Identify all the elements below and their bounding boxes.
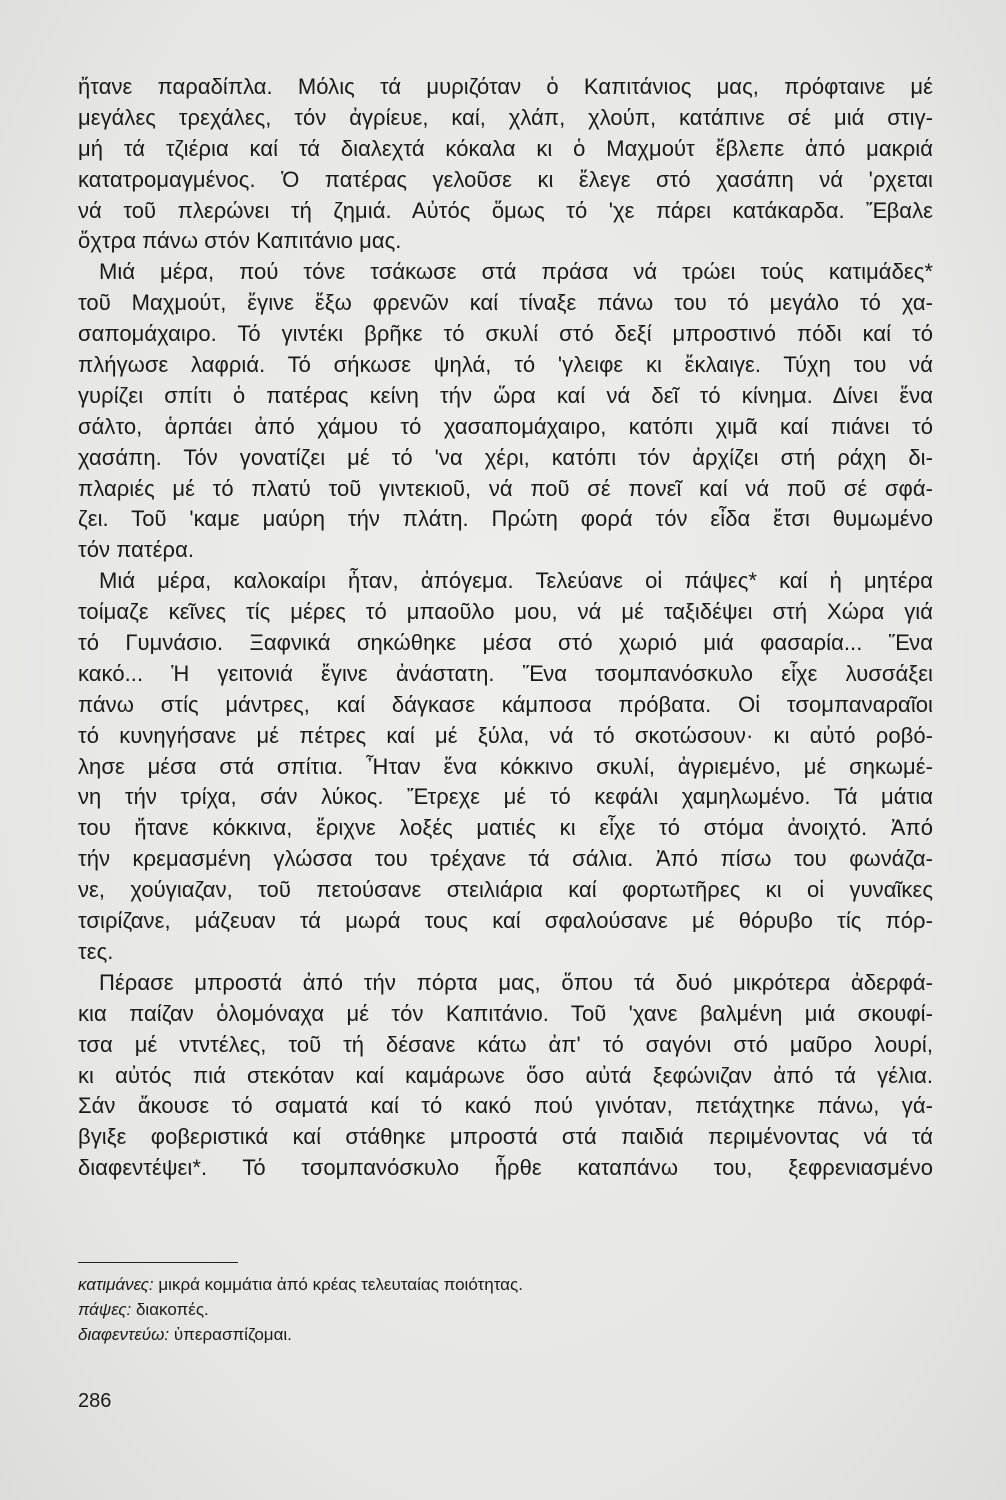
footnote-definition: μικρά κομμάτια ἀπό κρέας τελευταίας ποιότητας.: [158, 1275, 523, 1294]
footnote: [78, 1272, 778, 1297]
footnotes: [78, 1272, 778, 1347]
text-line: τόν πατέρα.: [78, 537, 195, 563]
text-line: τό Γυμνάσιο. Ξαφνικά σηκώθηκε μέσα στό χωριό μιά φασαρία... Ἕνα: [78, 630, 933, 656]
text-line: βγιξε φοβεριστικά καί στάθηκε μπροστά στά παιδιά περιμένοντας νά τά: [78, 1124, 933, 1150]
text-line: νά τοῦ πλερώνει τή ζημιά. Αὐτός ὅμως τό 'χε πάρει κατάκαρδα. Ἔβαλε: [78, 197, 933, 223]
text-line: κι αὐτός πιά στεκόταν καί καμάρωνε ὅσο αὐτά ξεφώνιζαν ἀπό τά γέλια.: [78, 1062, 933, 1088]
text-line: τοίμαζε κεῖνες τίς μέρες τό μπαοῦλο μου, νά μέ ταξιδέψει στή Χώρα γιά: [78, 599, 933, 625]
text-line: πάνω στίς μάντρες, καί δάγκασε κάμποσα πρόβατα. Οἱ τσομπαναραῖοι: [78, 691, 933, 717]
text-line: τό κυνηγήσανε μέ πέτρες καί μέ ξύλα, νά τό σκοτώσουν· κι αὐτό ροβό-: [78, 722, 933, 748]
text-line: διαφεντέψει*. Τό τσομπανόσκυλο ἦρθε καταπάνω του, ξεφρενιασμένο: [78, 1155, 933, 1181]
text-line: τοῦ Μαχμούτ, ἔγινε ἔξω φρενῶν καί τίναξε πάνω του τό μεγάλο τό χα-: [78, 290, 933, 316]
text-line: πλαριές μέ τό πλατύ τοῦ γιντεκιοῦ, νά ποῦ σέ πονεῖ καί νά ποῦ σέ σφά-: [78, 475, 933, 501]
footnote-definition: ὑπερασπίζομαι.: [173, 1325, 292, 1344]
text-line: σάλτο, ἁρπάει ἀπό χάμου τό χασαπομάχαιρο, κατόπι χιμᾶ καί πιάνει τό: [78, 413, 933, 439]
text-line: κακό... Ἡ γειτονιά ἔγινε ἀνάστατη. Ἕνα τσομπανόσκυλο εἶχε λυσσάξει: [78, 660, 933, 686]
text-line: Μιά μέρα, πού τόνε τσάκωσε στά πράσα νά τρώει τούς κατιμάδες*: [99, 259, 933, 285]
text-line: λησε μέσα στά σπίτια. Ἦταν ἕνα κόκκινο σκυλί, ἀγριεμένο, μέ σηκωμέ-: [78, 753, 933, 779]
footnote-term: κατιμάνες:: [78, 1275, 154, 1294]
text-line: κατατρομαγμένος. Ὁ πατέρας γελοῦσε κι ἔλεγε στό χασάπη νά 'ρχεται: [78, 166, 933, 192]
text-line: μή τά τζιέρια καί τά διαλεχτά κόκαλα κι ὁ Μαχμούτ ἔβλεπε ἀπό μακριά: [78, 135, 933, 161]
text-line: μεγάλες τρεχάλες, τόν ἀγρίευε, καί, χλάπ, χλούπ, κατάπινε σέ μιά στιγ-: [78, 104, 933, 130]
footnote-definition: διακοπές.: [135, 1300, 209, 1319]
footnote-separator: [78, 1262, 238, 1263]
text-line: Σάν ἄκουσε τό σαματά καί τό κακό πού γινόταν, πετάχτηκε πάνω, γά-: [78, 1093, 933, 1119]
text-line: κια παίζαν ὁλομόναχα μέ τόν Καπιτάνιο. Τοῦ 'χανε βαλμένη μιά σκουφί-: [78, 1000, 933, 1026]
text-line: του ἤτανε κόκκινα, ἔριχνε λοξές ματιές κι εἶχε τό στόμα ἀνοιχτό. Ἀπό: [78, 815, 933, 841]
text-line: ὄχτρα πάνω στόν Καπιτάνιο μας.: [78, 228, 402, 254]
text-line: Μιά μέρα, καλοκαίρι ἦταν, ἀπόγεμα. Τελεύανε οἱ πάψες* καί ἡ μητέρα: [99, 568, 933, 594]
text-line: τσα μέ ντντέλες, τοῦ τή δέσανε κάτω ἀπ' τό σαγόνι στό μαῦρο λουρί,: [78, 1031, 933, 1057]
footnote-term: διαφεντεύω:: [78, 1325, 170, 1344]
text-line: τσιρίζανε, μάζευαν τά μωρά τους καί σφαλούσανε μέ θόρυβο τίς πόρ-: [78, 908, 933, 934]
text-line: γυρίζει σπίτι ὁ πατέρας κείνη τήν ὥρα καί νά δεῖ τό κίνημα. Δίνει ἕνα: [78, 382, 933, 408]
text-line: πλήγωσε λαφριά. Τό σήκωσε ψηλά, τό 'γλειφε κι ἔκλαιγε. Τύχη του νά: [78, 352, 933, 378]
text-line: τες.: [78, 938, 114, 964]
footnote: [78, 1297, 778, 1322]
text-line: χασάπη. Τόν γονατίζει μέ τό 'να χέρι, κατόπι τόν ἀρχίζει στή ράχη δι-: [78, 444, 933, 470]
text-line: ζει. Τοῦ 'καμε μαύρη τήν πλάτη. Πρώτη φορά τόν εἶδα ἔτσι θυμωμένο: [78, 506, 933, 532]
footnote-term: πάψες:: [78, 1300, 132, 1319]
text-line: σαπομάχαιρο. Τό γιντέκι βρῆκε τό σκυλί στό δεξί μπροστινό πόδι καί τό: [78, 321, 933, 347]
text-line: Πέρασε μπροστά ἀπό τήν πόρτα μας, ὅπου τά δυό μικρότερα ἀδερφά-: [99, 969, 933, 995]
page-number: 286: [78, 1390, 112, 1412]
body-text: [78, 72, 933, 1184]
text-line: τήν κρεμασμένη γλώσσα του τρέχανε τά σάλια. Ἀπό πίσω του φωνάζα-: [78, 846, 933, 872]
text-line: νε, χούγιαζαν, τοῦ πετούσανε στειλιάρια καί φορτωτῆρες κι οἱ γυναῖκες: [78, 877, 933, 903]
text-line: νη τήν τρίχα, σάν λύκος. Ἔτρεχε μέ τό κεφάλι χαμηλωμένο. Τά μάτια: [78, 784, 933, 810]
footnote: [78, 1322, 778, 1347]
text-line: ἤτανε παραδίπλα. Μόλις τά μυριζόταν ὁ Καπιτάνιος μας, πρόφταινε μέ: [78, 74, 933, 99]
